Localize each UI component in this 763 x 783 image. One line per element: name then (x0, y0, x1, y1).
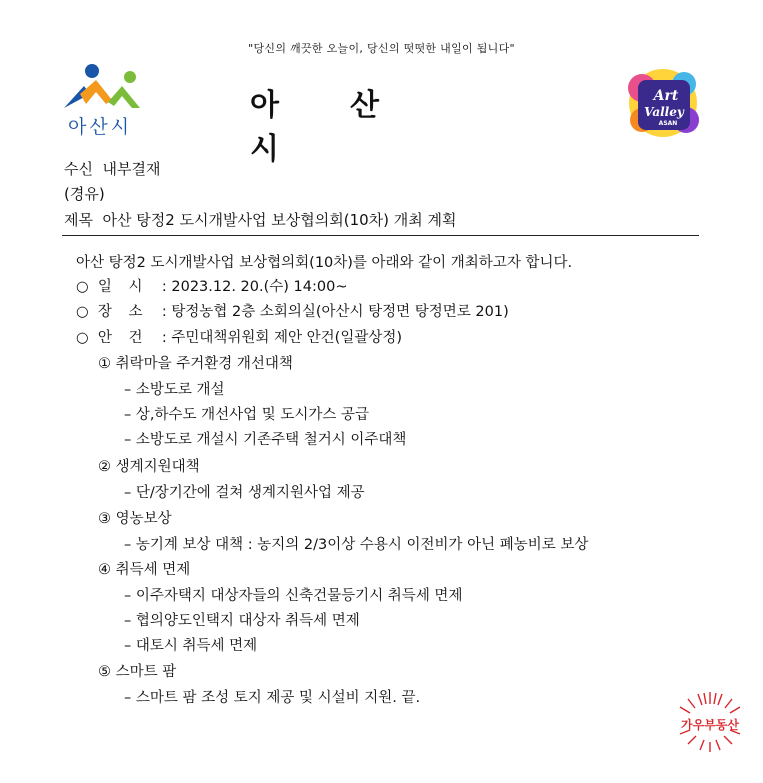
section-number: ④ (98, 562, 111, 578)
art-valley-logo (622, 62, 704, 144)
via-line: (경유) (64, 185, 105, 203)
recipient-line (64, 159, 161, 179)
section-number: ③ (98, 511, 111, 527)
section-title-text: 취득세 면제 (115, 562, 191, 578)
subject-line (64, 210, 457, 230)
watermark-text: 가우부동산 (681, 718, 739, 732)
org-char-2: 산 (350, 88, 379, 123)
item-bullet: ○ (76, 279, 89, 295)
sub-item: – 이주자택지 대상자들의 신축건물등기시 취득세 면제 (124, 588, 463, 604)
intro-text: 아산 탕정2 도시개발사업 보상협의회(10차)를 아래와 같이 개최하고자 합니다. (76, 255, 573, 271)
org-char-3: 시 (250, 132, 279, 167)
item-value: : 탕정농협 2층 소회의실(아산시 탕정면 탕정면로 201) (161, 304, 509, 320)
logo-art-text: Art (653, 88, 679, 104)
logo-name: 아산시 (68, 116, 133, 138)
item-bullet: ○ (76, 330, 89, 346)
watermark-stamp (670, 690, 750, 760)
slogan: "당신의 깨끗한 오늘이, 당신의 떳떳한 내일이 됩니다" (248, 42, 515, 55)
section-title (98, 457, 200, 477)
item-value: : 2023.12. 20.(수) 14:00~ (161, 279, 348, 295)
item-label: 안 건 (97, 330, 143, 346)
section-title (98, 560, 190, 580)
sub-item: – 상,하수도 개선사업 및 도시가스 공급 (124, 407, 370, 423)
item-place (76, 302, 509, 322)
section-number: ⑤ (98, 664, 111, 680)
item-value: : 주민대책위원회 제안 안건(일괄상정) (161, 330, 403, 346)
asan-city-logo (60, 60, 150, 140)
organization-title (250, 80, 510, 168)
section-number: ② (98, 459, 111, 475)
section-number: ① (98, 356, 111, 372)
logo-valley-text: Valley (644, 105, 684, 119)
item-agenda (76, 328, 402, 348)
asan-symbol-icon (60, 60, 150, 112)
header-divider (62, 235, 699, 236)
section-title-text: 스마트 팜 (115, 664, 177, 680)
item-label: 일 시 (97, 279, 143, 295)
sub-item: – 대토시 취득세 면제 (124, 638, 258, 654)
section-title-text: 취락마을 주거환경 개선대책 (115, 356, 293, 372)
item-date (76, 277, 347, 297)
sub-item: – 농기계 보상 대책 : 농지의 2/3이상 수용시 이전비가 아닌 폐농비로 보상 (124, 537, 589, 553)
sub-item: – 소방도로 개설시 기존주택 철거시 이주대책 (124, 432, 407, 448)
item-label: 장 소 (97, 304, 143, 320)
sub-item: – 협의양도인택지 대상자 취득세 면제 (124, 613, 360, 629)
recipient-value: 내부결재 (102, 160, 161, 178)
item-bullet: ○ (76, 304, 89, 320)
sub-item: – 스마트 팜 조성 토지 제공 및 시설비 지원. 끝. (124, 690, 421, 706)
section-title-text: 영농보상 (115, 511, 172, 527)
subject-value: 아산 탕정2 도시개발사업 보상협의회(10차) 개최 계획 (102, 211, 457, 229)
org-char-1: 아 (250, 88, 279, 123)
recipient-label: 수신 (64, 160, 93, 178)
section-title-text: 생계지원대책 (115, 459, 200, 475)
sub-item: – 소방도로 개설 (124, 382, 225, 398)
sub-item: – 단/장기간에 걸쳐 생계지원사업 제공 (124, 485, 365, 501)
section-title (98, 354, 293, 374)
subject-label: 제목 (64, 211, 93, 229)
section-title (98, 662, 176, 682)
section-title (98, 509, 172, 529)
logo-asan-text: ASAN (658, 120, 678, 127)
